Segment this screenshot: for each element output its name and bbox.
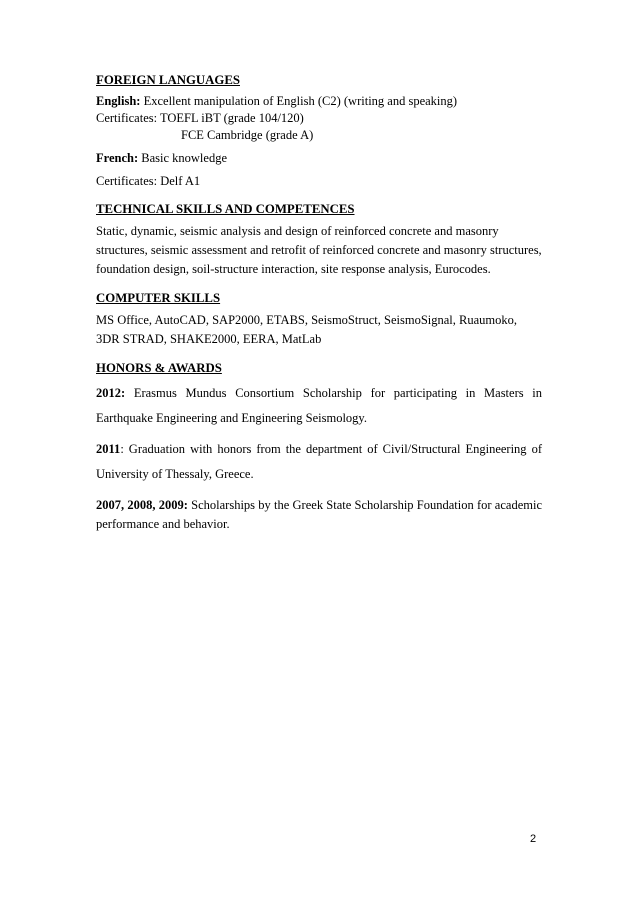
english-line	[96, 93, 542, 110]
french-label: French:	[96, 151, 139, 165]
honor-item-2007-2009	[96, 496, 542, 534]
english-certificates-line: Certificates: TOEFL iBT (grade 104/120)	[96, 111, 304, 125]
technical-skills-text: Static, dynamic, seismic analysis and design of reinforced concrete and masonry structures, seismic assessment and retrofit of reinforced concrete and masonry structures, foundation design, soil-structure interaction, site response analysis, Eurocodes.	[96, 224, 542, 276]
french-text: Basic knowledge	[138, 151, 227, 165]
honor-year: 2011	[96, 442, 121, 456]
honor-item-2012	[96, 381, 542, 431]
french-certificates-line: Certificates: Delf A1	[96, 174, 201, 188]
page-content	[96, 72, 542, 534]
computer-skills-text: MS Office, AutoCAD, SAP2000, ETABS, SeismoStruct, SeismoSignal, Ruaumoko, 3DR STRAD, SHAKE2000, EERA, MatLab	[96, 313, 518, 346]
honor-text: : Graduation with honors from the department of Civil/Structural Engineering of University of Thessaly, Greece.	[96, 442, 542, 481]
french-line	[96, 150, 542, 167]
honor-text: Scholarships by the Greek State Scholarship Foundation for academic performance and behavior.	[96, 498, 542, 531]
technical-skills-heading: TECHNICAL SKILLS AND COMPETENCES	[96, 202, 355, 216]
honor-year: 2007, 2008, 2009:	[96, 498, 188, 512]
english-label: English:	[96, 94, 141, 108]
english-text: Excellent manipulation of English (C2) (writing and speaking)	[140, 94, 458, 108]
honor-item-2011	[96, 437, 542, 487]
foreign-languages-heading: FOREIGN LANGUAGES	[96, 73, 240, 87]
page-number: 2	[530, 833, 537, 845]
computer-skills-heading: COMPUTER SKILLS	[96, 291, 221, 305]
honor-text: Erasmus Mundus Consortium Scholarship for participating in Masters in Earthquake Engineering and Engineering Seismology.	[96, 386, 542, 425]
honor-year: 2012:	[96, 386, 126, 400]
english-certificates-line-2: FCE Cambridge (grade A)	[181, 128, 314, 142]
honors-awards-heading: HONORS & AWARDS	[96, 361, 222, 375]
